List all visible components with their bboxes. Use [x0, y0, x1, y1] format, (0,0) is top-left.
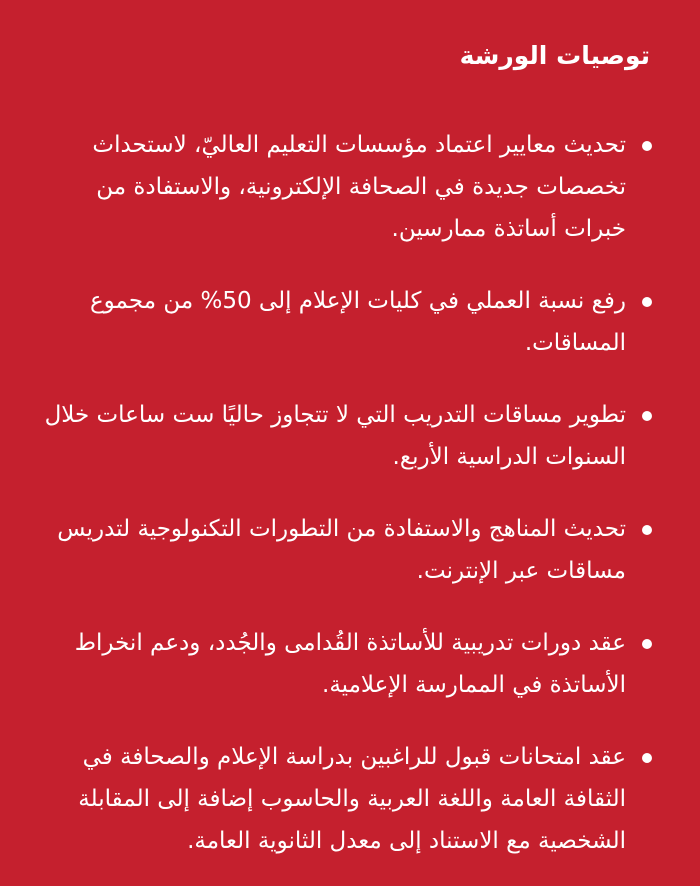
- list-item: [44, 394, 652, 478]
- list-item-text: تطوير مساقات التدريب التي لا تتجاوز حاليًا ست ساعات خلال السنوات الدراسية الأربع.: [44, 402, 626, 470]
- bullet-icon: [642, 525, 652, 535]
- list-item-text: عقد امتحانات قبول للراغبين بدراسة الإعلام والصحافة في الثقافة العامة واللغة العربية والحاسوب إضافة إلى المقابلة الشخصية مع الاستناد إلى معدل الثانوية العامة.: [78, 744, 626, 854]
- list-item-text: تحديث المناهج والاستفادة من التطورات التكنولوجية لتدريس مساقات عبر الإنترنت.: [57, 516, 626, 584]
- bullet-icon: [642, 411, 652, 421]
- bullet-icon: [642, 639, 652, 649]
- list-item: [44, 124, 652, 250]
- bullet-icon: [642, 297, 652, 307]
- list-item: [44, 508, 652, 592]
- bullet-icon: [642, 753, 652, 763]
- recommendations-list: [44, 124, 652, 862]
- list-item: [44, 622, 652, 706]
- bullet-icon: [642, 141, 652, 151]
- list-item: [44, 736, 652, 862]
- list-item-text: عقد دورات تدريبية للأساتذة القُدامى والجُدد، ودعم انخراط الأساتذة في الممارسة الإعلامية.: [74, 630, 626, 698]
- list-item-text: تحديث معايير اعتماد مؤسسات التعليم العاليّ، لاستحداث تخصصات جديدة في الصحافة الإلكترونية، والاستفادة من خبرات أساتذة ممارسين.: [92, 132, 626, 242]
- section-title: توصيات الورشة: [459, 41, 650, 70]
- list-item: [44, 280, 652, 364]
- list-item-text: رفع نسبة العملي في كليات الإعلام إلى 50% من مجموع المساقات.: [89, 288, 626, 356]
